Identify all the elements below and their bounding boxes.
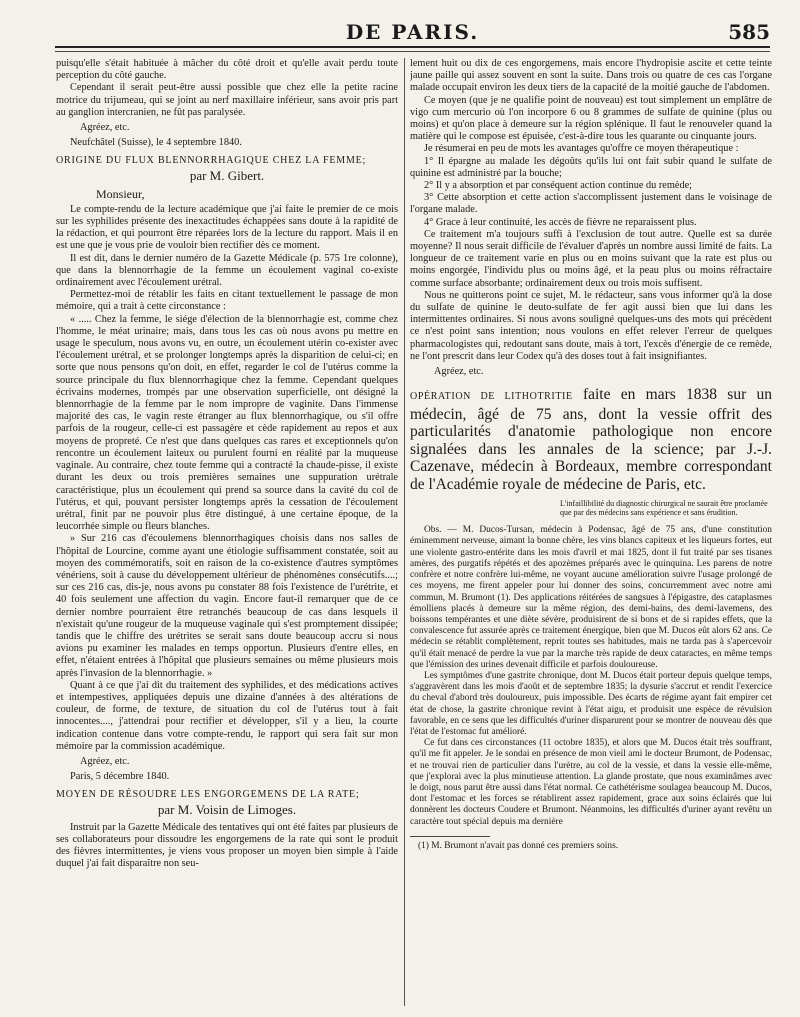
article-heading — [410, 386, 772, 493]
paragraph: Quant à ce que j'ai dit du traitement des syphilides, et des médications actives et intempestives, appliquées depuis une dizaine d'années à des altérations de couleur, de forme, de texture, de situation du col de l'utérus tout à fait innocentes...., j'attendrai pour rectifier et développer, s'il y a lieu, la courte indication contenue dans votre compte-rendu, le rapport qui sera fait sur mon mémoire par la commission académique. — [56, 679, 398, 752]
footnote: (1) M. Brumont n'avait pas donné ces premiers soins. — [418, 840, 619, 851]
column-divider — [404, 58, 405, 1006]
paragraph: Instruit par la Gazette Médicale des tentatives qui ont été faites par plusieurs de ses collaborateurs pour dissoudre les engorgemens de la rate qui sont le produit des fièvres intermittentes, je viens vous proposer un moyen bien simple à l'aide duquel j'ai fait disparaître non seu- — [56, 821, 398, 870]
footnote-rule — [410, 836, 490, 837]
quoted-paragraph: « ..... Chez la femme, le siége d'élection de la blennorrhagie est, comme chez l'homme, le méat urinaire; mais, dans tous les cas où nous avons pu mettre en usage le speculum, nous avons vu, en outre, un écoulement utérin co-exister avec l'écoulement urétral, et se prolonger longtemps après la disparition de celui-ci; en sorte que nous pensons qu'on doit, en effet, regarder le col de l'utérus comme la source principale du flux blennorrhagique chez la femme. Cependant quelques écrivains modernes, trompés par une observation superficielle, ont désigné la blennorrhagie de la femme par le nom impropre de vaginite. Dans l'immense majorité des cas, le vagin reste étranger au flux blennorrhagique, ou s'il offre parfois de la rougeur, celle-ci est passagère et cède rapidement au repos et aux moyens de propreté. Ce n'est que dans quelques cas rares et exceptionnels qu'on rencontre un écoulement laiteux ou purulent fourni en réalité par la muqueuse vaginale. Au contraire, chez toute femme qui a contracté la chaude-pisse, il existe durant les deux ou trois premières semaines une suppuration urétrale caractéristique, plus un écoulement qui prend sa source dans la cavité du col de l'utérus, et qui, pouvant persister longtemps après la cessation de l'écoulement urétral, finit par ne pouvoir plus être distingué, à une certaine époque, de la leucorrhée simple ou fleurs blanches. — [56, 313, 398, 533]
list-item: 4° Grace à leur continuité, les accès de fièvre ne reparaissent plus. — [424, 216, 697, 228]
paragraph: Nous ne quitterons point ce sujet, M. le rédacteur, sans vous informer qu'à la dose du sulfate de quinine le deuto-sulfate de fer agit aussi bien que lui dans les intermittentes ordinaires. Si nous avons souligné quelques-uns des mots qui précèdent ce n'est point sans intention; nous voulons en effet relever l'erreur de quelques pharmacologistes qui, redoutant sans doute, mais à tort, l'excès d'énergie de ce remède, ne l'ont prescrit dans leur Codex qu'à des doses tout à fait insignifiantes. — [410, 289, 772, 362]
paragraph: Ce traitement m'a toujours suffi à l'exclusion de tout autre. Quelle est sa durée moyenne? Il nous serait difficile de l'évaluer d'après un nombre aussi limité de faits. La longueur de ce traitement varie en plus ou en moins suivant que la rate est plus ou moins engorgée, l'individu plus ou moins âgé, et la peau plus ou moins réfractaire comme surface absorbante; ordinairement deux ou trois mois suffisent. — [410, 228, 772, 289]
signoff: Agréez, etc. — [80, 122, 130, 134]
list-item: 2° Il y a absorption et par conséquent action continue du remède; — [424, 180, 693, 192]
observation-paragraph: Ce fut dans ces circonstances (11 octobre 1835), et alors que M. Ducos était très souffrant, qu'il me fit appeler. Je le sondai en présence de mon vieil ami le docteur Brumont, de Podensac, et ne trouvai rien de particulier dans l'urètre, au col de la vessie, et dans la vessie elle-même, que j'explorai avec la plus minutieuse attention. La glande prostate, que nous examinâmes avec le doigt, nous parut être aussi dans l'état normal. Ce cathétérisme soulagea beaucoup M. Ducos, dont l'estomac et les forces se rétablirent assez rapidement, grace aux soins éclairés que lui donnèrent les docteurs Coudere et Brumont. Néanmoins, les difficultés d'uriner ayant revêtu un caractère tout spécial depuis ma dernière — [410, 738, 772, 827]
list-item: 1° Il épargne au malade les dégoûts qu'ils lui ont fait subir quand le sulfate de quinine est administré par la bouche; — [410, 155, 772, 179]
dateline: Paris, 5 décembre 1840. — [70, 771, 170, 783]
article-heading: MOYEN DE RÉSOUDRE LES ENGORGEMENS DE LA RATE; — [56, 789, 360, 801]
signoff: Agréez, etc. — [80, 755, 130, 767]
quoted-paragraph: » Sur 216 cas d'écoulemens blennorrhagiques choisis dans nos salles de l'hôpital de Lourcine, comme ayant une étiologie suffisamment constatée, soit au moyen des commémoratifs, soit en raison de la co-existence d'autres symptômes vénériens, soit à cause du développement ultérieur de phénomènes consécutifs....; sur ces 216 cas, dis-je, nous avons pu constater 88 fois l'existence de l'urétrite, et 40 fois seulement une affection du vagin. Encore faut-il remarquer que de ce dernier nombre pourraient être retranchés beaucoup de cas dans lesquels il n'existait qu'une rougeur de la muqueuse vaginale qui s'est promptement dissipée; tandis que le chiffre des urétrites se serait sans doute beaucoup accru si nous avions pu examiner les malades en temps opportun. Plusieurs d'entre elles, en effet, n'étaient entrées à l'hôpital que plusieurs semaines ou même plusieurs mois après l'invasion de la blennorrhagie. » — [56, 533, 398, 679]
paragraph: Ce moyen (que je ne qualifie point de nouveau) est tout simplement un emplâtre de vigo cum mercurio où l'on incorpore 6 ou 8 grammes de sulfate de quinine (plus ou moins) et qu'on place à demeure sur la région splénique. Il faut le renouveler quand la matière qui le compose est épuisée, c'est-à-dire tous les quarante ou cinquante jours. — [410, 94, 772, 143]
paragraph: puisqu'elle s'était habituée à mâcher du côté droit et qu'elle avait perdu toute perception du côté gauche. — [56, 58, 398, 82]
paragraph: Je résumerai en peu de mots les avantages qu'offre ce moyen thérapeutique : — [424, 143, 739, 155]
running-title: DE PARIS. — [345, 20, 480, 44]
observation-paragraph: Les symptômes d'une gastrite chronique, dont M. Ducos était porteur depuis quelque temps, s'aggravèrent dans les mois d'août et de septembre 1835; la dysurie s'accrut et rendit l'exercice du cheval d'abord très douloureux, puis impossible. Des écarts de régime ayant fait empirer cet état de chose, la gastrite chronique revint à l'état aigu, et produisit une espèce de révulsion favorable, en ce sens que les difficultés d'uriner disparurent pour se montrer de nouveau dès que l'état de l'estomac fut amélioré. — [410, 670, 772, 737]
paragraph: Le compte-rendu de la lecture académique que j'ai faite le premier de ce mois sur les syphilides présente des inexactitudes échappées sans doute à la rapidité de la rédaction, et qui pourront être réparées lors de la lecture du rapport. Mais il en est une que je vous prie de vouloir bien rectifier dès ce moment. — [56, 203, 398, 252]
left-column — [56, 58, 398, 1006]
header-rule — [55, 46, 770, 48]
dateline: Neufchâtel (Suisse), le 4 septembre 1840. — [70, 137, 242, 149]
paragraph: Cependant il serait peut-être aussi possible que chez elle la petite racine motrice du trijumeau, qui se joint au nerf maxillaire inférieur, sans avoir pris part au ganglion intercranien, ne fût pas paralysée. — [56, 82, 398, 118]
article-heading: ORIGINE DU FLUX BLENNORRHAGIQUE CHEZ LA FEMME; — [56, 155, 367, 167]
article-author: par M. Gibert. — [189, 167, 265, 183]
signoff: Agréez, etc. — [434, 366, 484, 378]
observation-paragraph: Obs. — M. Ducos-Tursan, médecin à Podensac, âgé de 75 ans, d'une constitution éminemment nerveuse, aimant la bonne chère, les vins blancs capiteux et les liqueurs fortes, eut une violente gastro-entérite dans les mois d'avril et mai 1825, dont il fut traité par ses tisanes amères, des purgatifs répétés et des apozèmes préparés avec le quinquina. Les parens de notre confrère et notre confrère lui-même, ne voyant aucune amélioration suivre l'usage prolongé de ces moyens, me firent appeler pour lui donner des soins, concurremment avec notre ami commun, M. Brumont (1). Des applications réitérées de sangsues à l'épigastre, des cataplasmes émolliens placés à demeure sur la même région, des demi-bains, des demi-lavemens, des boissons tempérantes et une diète sévère, produisirent de si bons et de si rapides effets, que la convalescence fut assurée après ce traitement énergique, bien que M. Ducos eût alors 62 ans. Ce médecin se rétablit complètement, reprit toutes ses habitudes, mais ne tarda pas à s'apercevoir qu'il était menacé de perdre la vue par la marche très rapide de deux cataractes, en même temps que l'émission des urines devenait difficile et parfois douloureuse. — [410, 525, 772, 670]
salutation: Monsieur, — [96, 186, 145, 201]
epigraph: L'infaillibilité du diagnostic chirurgical ne saurait être proclamée que par des médecins sans expérience et sans érudition. — [560, 499, 768, 518]
heading-text: faite en mars 1838 sur un médecin, âgé de 75 ans, dont la vessie offrit des particularités d'anatomie pathologique non encore signalées dans les annales de la science; par J.-J. Cazenave, médecin à Bordeaux, membre correspondant de l'Académie royale de médecine de Paris, etc. — [410, 386, 772, 493]
paragraph: Il est dit, dans le dernier numéro de la Gazette Médicale (p. 575 1re colonne), que dans la blennorrhagie de la femme un écoulement vaginal co-existe ordinairement avec l'écoulement urétral. — [56, 252, 398, 289]
page-header — [55, 18, 770, 54]
right-column — [410, 58, 772, 1006]
page-number: 585 — [728, 20, 770, 44]
paragraph: lement huit ou dix de ces engorgemens, mais encore l'hydropisie ascite et cette teinte jaune paille qui assez souvent en sont la suite. Dans trois ou quatre de ces cas l'organe malade occupait environ les deux tiers de la capacité de la moitié gauche de l'abdomen. — [410, 58, 772, 94]
header-rule-thin — [55, 51, 770, 52]
article-author: par M. Voisin de Limoges. — [157, 801, 297, 817]
list-item: 3° Cette absorption et cette action s'accomplissent justement dans le voisinage de l'organe malade. — [410, 192, 772, 216]
paragraph: Permettez-moi de rétablir les faits en citant textuellement le passage de mon mémoire, qui a trait à cette circonstance : — [56, 289, 398, 313]
heading-lead: OPÉRATION DE LITHOTRITIE — [410, 391, 573, 403]
